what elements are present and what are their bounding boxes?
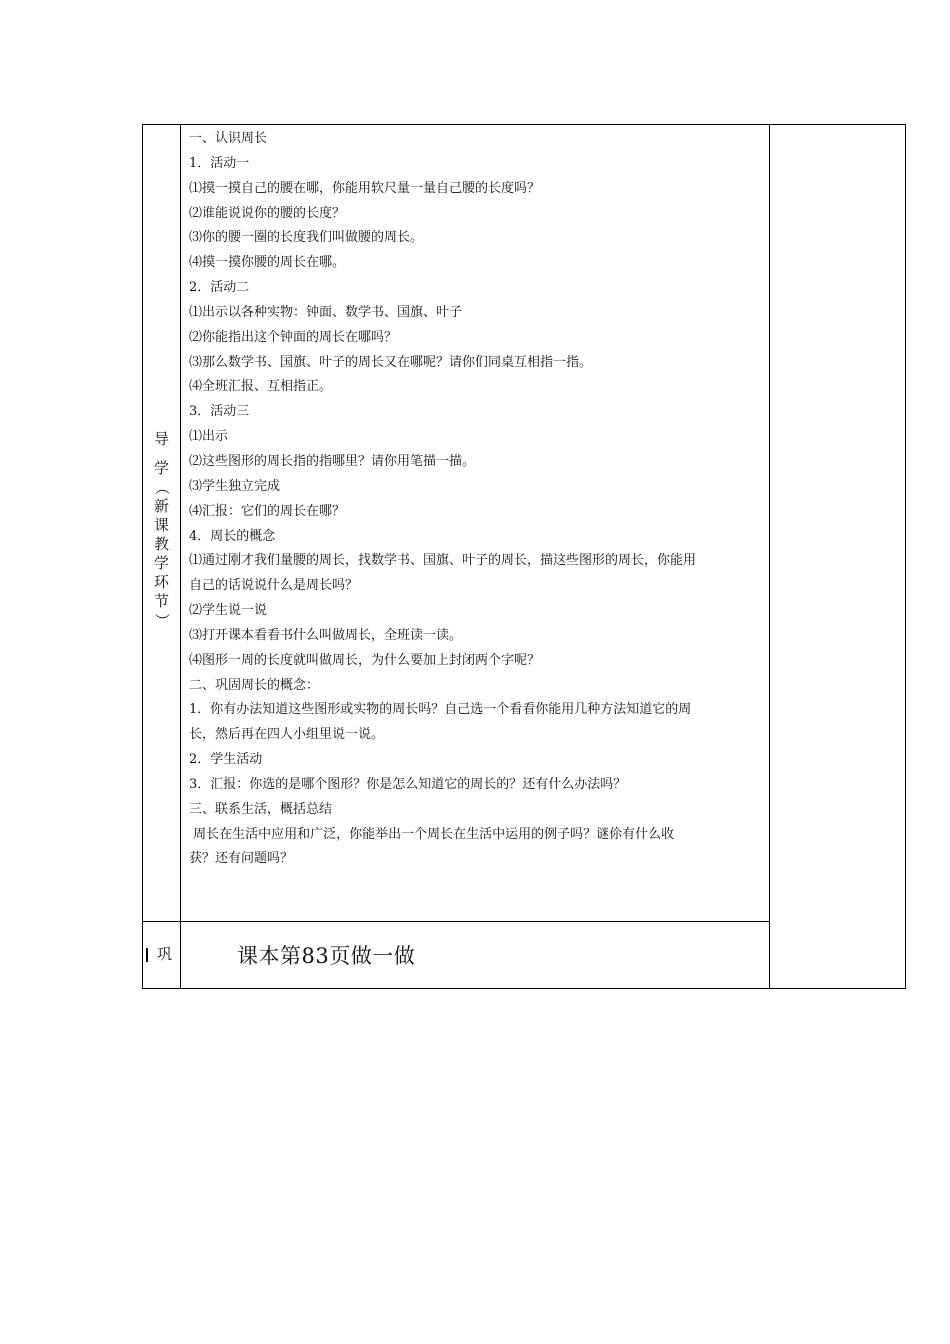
content-line: ⑷全班汇报、互相指正。 — [189, 379, 333, 395]
content-line: 1．活动一 — [189, 155, 250, 171]
lesson-content — [189, 127, 761, 872]
label-char: 学 — [153, 554, 169, 572]
content-line: 二、巩固周长的概念： — [189, 677, 320, 693]
consolidation-exercise: 课本第83页做一做 — [237, 944, 416, 968]
content-line: ⑵谁能说说你的腰的长度？ — [189, 205, 346, 221]
column-divider-right — [769, 125, 770, 988]
content-line: 三、联系生活，概括总结 — [189, 801, 333, 817]
label-char: 教 — [153, 535, 169, 553]
content-line: ⑵你能指出这个钟面的周长在哪吗？ — [189, 329, 398, 345]
label-char: 课 — [153, 516, 169, 534]
content-line: 3．活动三 — [189, 404, 250, 420]
row-divider — [143, 921, 769, 922]
section-label-guided-learning — [143, 430, 180, 630]
label-char: 导 — [153, 430, 169, 448]
content-line: 2．学生活动 — [189, 752, 263, 768]
content-line: ⑵这些图形的周长指的指哪里？请你用笔描一描。 — [189, 453, 476, 469]
content-line: ⑷摸一摸你腰的周长在哪。 — [189, 255, 346, 271]
content-line: ⑴出示 — [189, 429, 229, 445]
cell-marker — [146, 948, 148, 962]
content-line: ⑴出示以各种实物：钟面、数学书、国旗、叶子 — [189, 304, 463, 320]
content-line: 3．汇报：你选的是哪个图形？你是怎么知道它的周长的？还有什么办法吗？ — [189, 776, 627, 792]
consolidation-label-cell — [143, 921, 180, 990]
label-char: 新 — [153, 497, 169, 515]
content-line: ⑴摸一摸自己的腰在哪，你能用软尺量一量自己腰的长度吗？ — [189, 180, 541, 196]
label-char: 环 — [153, 573, 169, 591]
content-line: ⑶学生独立完成 — [189, 478, 281, 494]
content-line: ⑷图形一周的长度就叫做周长，为什么要加上封闭两个字呢？ — [189, 652, 541, 668]
consolidation-label: 巩 — [157, 945, 173, 963]
content-line: ⑵学生说一说 — [189, 603, 268, 619]
content-line: ⑶那么数学书、国旗、叶子的周长又在哪呢？请你们同桌互相指一指。 — [189, 354, 593, 370]
content-line: 获？还有问题吗？ — [189, 851, 294, 867]
content-line: 一、认识周长 — [189, 131, 268, 146]
content-line: 自己的话说说什么是周长吗？ — [189, 578, 359, 594]
content-line: ⑶你的腰一圈的长度我们叫做腰的周长。 — [189, 230, 424, 246]
content-line: 1．你有办法知道这些图形或实物的周长吗？自己选一个看看你能用几种方法知道它的周 — [189, 702, 692, 718]
content-line: ⑷汇报：它们的周长在哪？ — [189, 503, 346, 519]
lesson-table — [142, 124, 906, 989]
label-paren-open: （ — [152, 479, 171, 496]
content-line: 周长在生活中应用和广泛，你能举出一个周长在生活中运用的例子吗？谜伱有什么收 — [189, 826, 675, 842]
content-line: 4．周长的概念 — [189, 528, 276, 544]
content-line: 长，然后再在四人小组里说一说。 — [189, 727, 385, 743]
label-char: 学 — [153, 459, 169, 477]
content-line: ⑶打开课本看看书什么叫做周长，全班读一读。 — [189, 627, 463, 643]
label-char: 节 — [153, 592, 169, 610]
column-divider-left — [180, 125, 181, 988]
content-line: ⑴通过刚才我们量腰的周长，找数学书、国旗、叶子的周长，描这些图形的周长，你能用 — [189, 553, 697, 569]
label-paren-close: ） — [152, 612, 171, 629]
content-line: 2．活动二 — [189, 280, 250, 296]
